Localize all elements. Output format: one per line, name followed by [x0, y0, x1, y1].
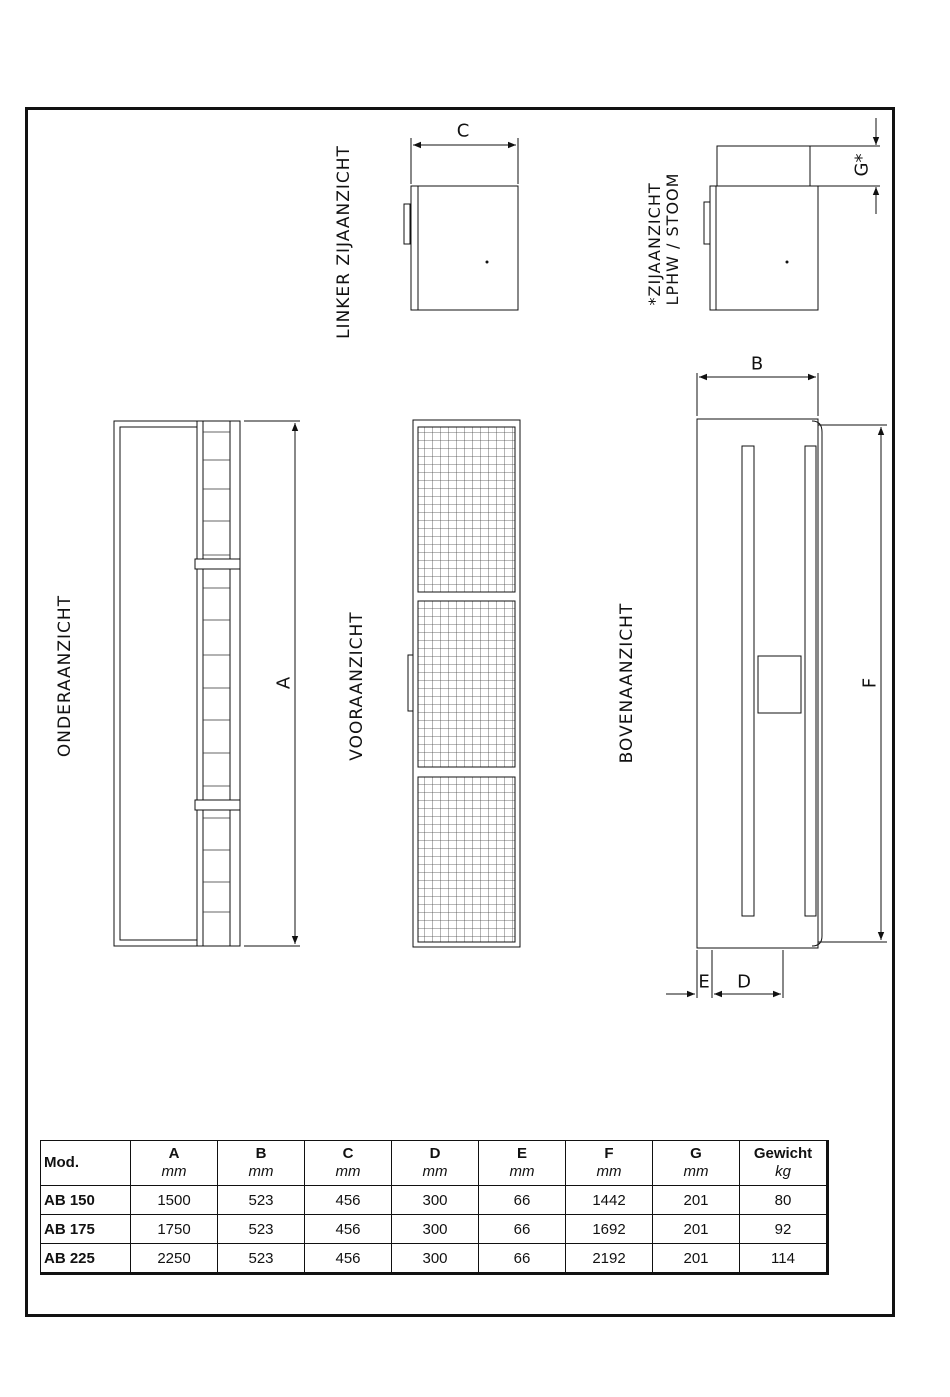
table-row — [41, 1244, 828, 1274]
dimension-e-label: E — [698, 971, 710, 993]
cell-c: 456 — [305, 1244, 392, 1274]
header-c: C mm — [305, 1141, 392, 1186]
dimension-d-label: D — [737, 971, 751, 993]
cell-c: 456 — [305, 1215, 392, 1244]
table-header-row — [41, 1141, 828, 1186]
cell-a: 1750 — [131, 1215, 218, 1244]
cell-f: 2192 — [566, 1244, 653, 1274]
header-d: D mm — [392, 1141, 479, 1186]
cell-g: 201 — [653, 1215, 740, 1244]
cell-model: AB 225 — [41, 1244, 131, 1274]
table-row — [41, 1215, 828, 1244]
header-a: A mm — [131, 1141, 218, 1186]
cell-g: 201 — [653, 1244, 740, 1274]
cell-f: 1692 — [566, 1215, 653, 1244]
cell-e: 66 — [479, 1244, 566, 1274]
cell-b: 523 — [218, 1215, 305, 1244]
top-view-label: BOVENAANZICHT — [617, 602, 637, 764]
bottom-view-label: ONDERAANZICHT — [55, 594, 75, 758]
cell-g: 201 — [653, 1186, 740, 1215]
front-view — [408, 420, 520, 947]
lphw-side-view-label-line1: *ZIJAANZICHT — [645, 182, 664, 306]
header-mod: Mod. — [41, 1141, 131, 1186]
header-g: G mm — [653, 1141, 740, 1186]
left-side-view-label: LINKER ZIJAANZICHT — [334, 145, 354, 339]
front-view-label: VOORAANZICHT — [347, 611, 367, 761]
dimension-g-label: G* — [851, 153, 873, 177]
header-e: E mm — [479, 1141, 566, 1186]
dimension-b-label: B — [750, 353, 764, 375]
dimension-a-label: A — [273, 676, 295, 690]
cell-a: 1500 — [131, 1186, 218, 1215]
header-b: B mm — [218, 1141, 305, 1186]
cell-weight: 114 — [740, 1244, 828, 1274]
left-side-view — [404, 138, 518, 310]
cell-d: 300 — [392, 1186, 479, 1215]
header-weight: Gewicht kg — [740, 1141, 828, 1186]
lphw-side-view-label — [646, 173, 682, 306]
cell-d: 300 — [392, 1244, 479, 1274]
cell-f: 1442 — [566, 1186, 653, 1215]
cell-model: AB 175 — [41, 1215, 131, 1244]
cell-d: 300 — [392, 1215, 479, 1244]
cell-weight: 80 — [740, 1186, 828, 1215]
cell-a: 2250 — [131, 1244, 218, 1274]
header-f: F mm — [566, 1141, 653, 1186]
top-view — [666, 373, 887, 998]
cell-b: 523 — [218, 1186, 305, 1215]
cell-e: 66 — [479, 1186, 566, 1215]
lphw-side-view-label-line2: LPHW / STOOM — [663, 172, 682, 306]
cell-b: 523 — [218, 1244, 305, 1274]
bottom-view — [114, 421, 300, 946]
cell-model: AB 150 — [41, 1186, 131, 1215]
cell-e: 66 — [479, 1215, 566, 1244]
cell-c: 456 — [305, 1186, 392, 1215]
dimension-table — [40, 1140, 829, 1275]
dimension-c-label: C — [456, 120, 470, 142]
dimension-f-label: F — [859, 677, 881, 689]
cell-weight: 92 — [740, 1215, 828, 1244]
table-row — [41, 1186, 828, 1215]
lphw-side-view — [704, 118, 880, 310]
